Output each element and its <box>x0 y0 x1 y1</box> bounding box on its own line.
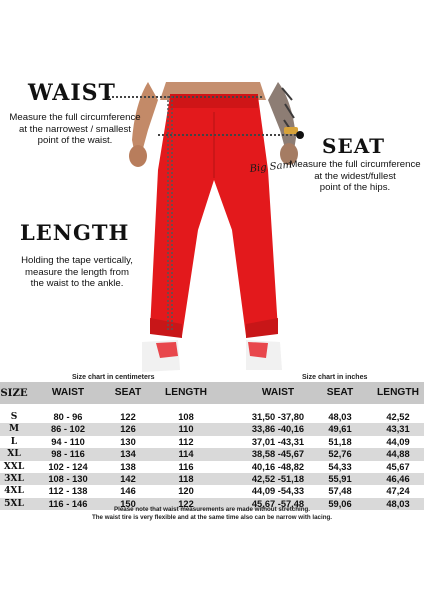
header-size: SIZE <box>0 387 28 399</box>
watch-icon <box>284 127 298 134</box>
waist-description <box>0 112 150 147</box>
length-desc-line: Holding the tape vertically, <box>21 255 133 266</box>
table-cell-cm-length: 122 <box>178 498 194 509</box>
table-cell-cm-length: 110 <box>178 424 194 435</box>
table-cell-size: 3XL <box>4 473 24 484</box>
table-cell-in-waist: 37,01 -43,31 <box>251 436 305 447</box>
table-cell-in-length: 44,09 <box>386 436 410 447</box>
table-cell-cm-length: 112 <box>178 436 194 447</box>
table-cell-cm-length: 120 <box>178 486 194 497</box>
table-cell-in-length: 43,31 <box>386 424 410 435</box>
waist-heading: WAIST <box>28 80 116 106</box>
table-cell-cm-waist: 116 - 146 <box>48 498 88 509</box>
table-cell-in-seat: 54,33 <box>328 461 352 472</box>
table-cell-cm-waist: 86 - 102 <box>50 424 86 435</box>
table-row <box>0 411 424 423</box>
table-cell-size: L <box>10 435 18 447</box>
table-cell-in-seat: 49,61 <box>328 424 352 435</box>
table-cell-size: XL <box>7 448 21 460</box>
seat-heading: SEAT <box>322 134 385 158</box>
lacing-note: The waist tire is very flexible and at the same time also can be narrow with lacing. <box>91 514 333 521</box>
length-description <box>0 255 154 290</box>
table-cell-size: M <box>8 423 20 435</box>
table-cell-cm-seat: 142 <box>120 474 136 484</box>
table-row <box>0 436 424 448</box>
table-cell-in-length: 47,24 <box>386 486 410 497</box>
length-heading: LENGTH <box>20 220 130 245</box>
table-cell-in-waist: 40,16 -48,82 <box>251 461 305 472</box>
table-cell-in-seat: 48,03 <box>328 412 352 422</box>
table-cell-in-seat: 51,18 <box>328 436 352 447</box>
waist-desc-line: at the narrowest / smallest <box>19 123 131 135</box>
length-desc-line: measure the length from <box>25 266 129 278</box>
table-cell-size: S <box>10 411 18 422</box>
table-cell-in-length: 45,67 <box>386 461 410 472</box>
table-cell-in-seat: 57,48 <box>328 486 352 497</box>
table-cell-in-waist: 38,58 -45,67 <box>251 449 305 460</box>
waist-desc-line: Measure the full circumference <box>9 112 141 123</box>
table-cell-size: XXL <box>3 460 25 472</box>
table-cell-cm-waist: 98 - 116 <box>51 449 85 460</box>
table-cell-cm-seat: 146 <box>120 486 136 497</box>
seat-description <box>286 159 424 194</box>
table-row <box>0 485 424 497</box>
table-cell-cm-length: 116 <box>178 461 194 472</box>
seat-desc-line: Measure the full circumference <box>289 159 421 170</box>
table-cell-in-waist: 44,09 -54,33 <box>251 486 305 497</box>
table-cell-in-seat: 52,76 <box>328 449 352 460</box>
header-cm-waist: WAIST <box>51 387 85 398</box>
table-cell-cm-seat: 126 <box>120 424 136 435</box>
table-cell-in-length: 44,88 <box>386 449 410 460</box>
header-cm-length: LENGTH <box>165 387 207 398</box>
table-cell-cm-length: 108 <box>178 412 194 422</box>
waist-desc-line: point of the waist. <box>37 135 113 146</box>
table-cell-cm-seat: 134 <box>120 449 136 460</box>
svg-text:Big Sam: Big Sam <box>249 159 293 175</box>
table-cell-cm-seat: 138 <box>120 461 136 472</box>
table-cell-in-length: 42,52 <box>386 412 410 422</box>
table-cell-in-waist: 31,50 -37,80 <box>251 412 305 422</box>
table-cell-in-waist: 45,67 -57,48 <box>251 498 305 509</box>
table-cell-cm-seat: 130 <box>120 436 136 447</box>
right-arm <box>268 82 296 152</box>
table-cell-cm-waist: 108 - 130 <box>48 474 88 484</box>
table-cell-in-seat: 59,06 <box>328 498 352 509</box>
table-row <box>0 448 424 460</box>
table-cell-cm-seat: 122 <box>120 412 136 422</box>
length-desc-line: the waist to the ankle. <box>30 278 124 289</box>
inch-chart-caption: Size chart in inches <box>302 374 368 381</box>
table-cell-in-seat: 55,91 <box>328 474 352 484</box>
table-cell-cm-waist: 94 - 110 <box>51 436 85 447</box>
table-row <box>0 461 424 473</box>
table-row <box>0 473 424 485</box>
header-cm-seat: SEAT <box>114 387 142 398</box>
table-cell-cm-waist: 112 - 138 <box>48 486 88 497</box>
table-cell-cm-waist: 80 - 96 <box>53 412 83 422</box>
table-cell-cm-seat: 150 <box>120 498 136 509</box>
table-cell-cm-length: 118 <box>178 474 194 484</box>
table-cell-in-waist: 33,86 -40,16 <box>251 424 305 435</box>
table-row <box>0 423 424 435</box>
table-cell-in-waist: 42,52 -51,18 <box>251 474 305 484</box>
header-in-waist: WAIST <box>261 387 295 398</box>
table-cell-cm-length: 114 <box>178 449 194 460</box>
seat-desc-line: at the widest/fullest <box>314 170 396 182</box>
header-in-length: LENGTH <box>377 387 419 398</box>
table-cell-cm-waist: 102 - 124 <box>48 461 88 472</box>
table-cell-size: 4XL <box>4 485 24 497</box>
seat-desc-line: point of the hips. <box>319 182 391 193</box>
table-cell-in-length: 46,46 <box>386 474 410 484</box>
waist-note: Please note that waist measurements are made without stretching. <box>114 506 310 513</box>
cm-chart-caption: Size chart in centimeters <box>72 374 155 381</box>
table-cell-size: 5XL <box>4 497 24 509</box>
table-cell-in-length: 48,03 <box>386 498 410 509</box>
header-in-seat: SEAT <box>326 387 354 398</box>
